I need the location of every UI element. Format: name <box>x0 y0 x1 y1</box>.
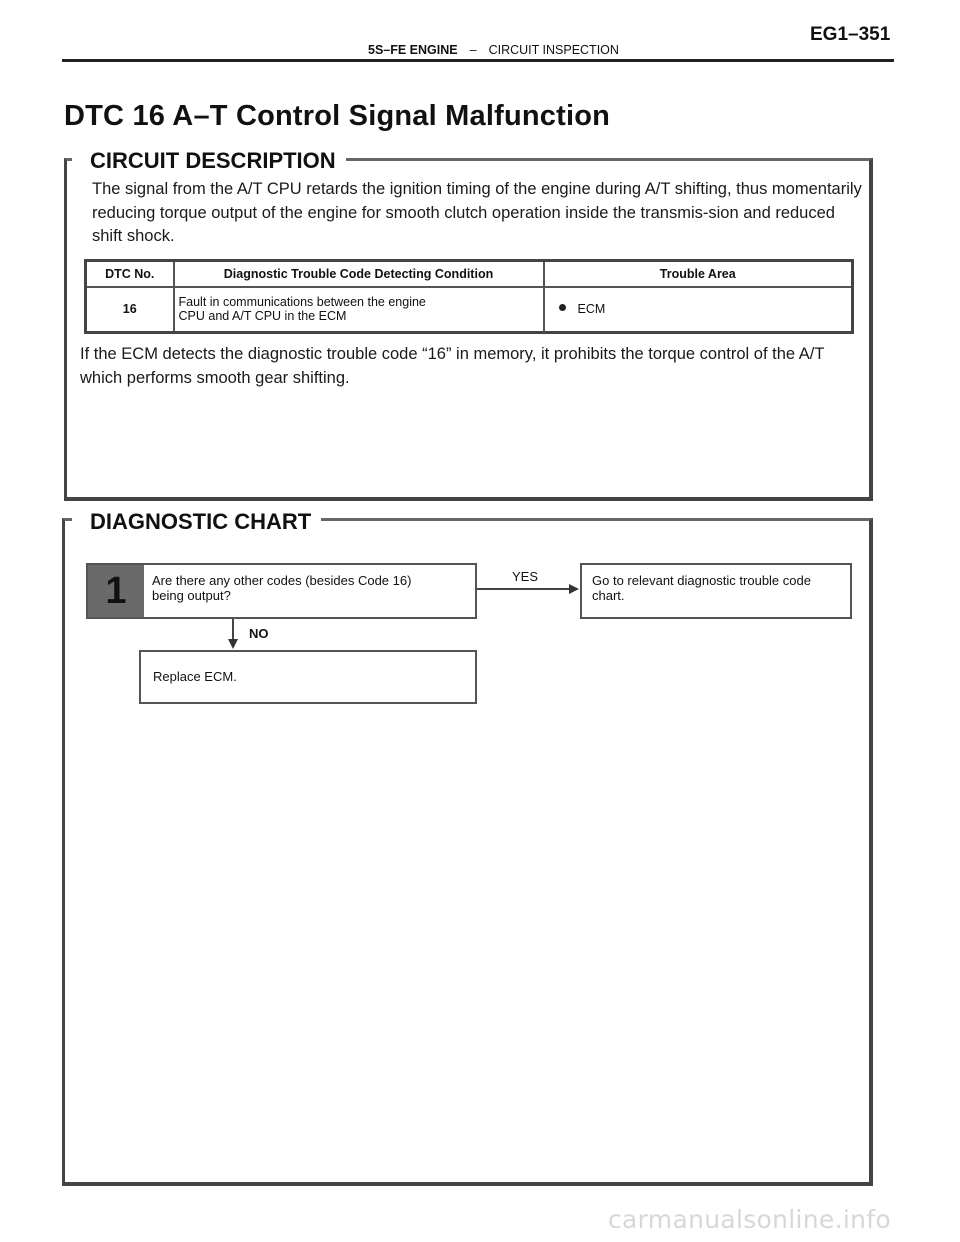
section-separator: – <box>469 43 477 57</box>
circuit-description-heading: CIRCUIT DESCRIPTION <box>72 148 346 174</box>
header-rule <box>62 59 894 62</box>
condition-cell <box>174 287 544 333</box>
step-number: 1 <box>88 565 144 617</box>
table-row <box>86 287 853 333</box>
condition-line-2: CPU and A/T CPU in the ECM <box>178 309 347 324</box>
step-1-box <box>86 563 477 619</box>
page-number: EG1–351 <box>810 24 891 45</box>
step-question-line-2: being output? <box>152 588 231 603</box>
page-title: DTC 16 A–T Control Signal Malfunction <box>64 100 611 132</box>
dtc-no-header: DTC No. <box>86 261 174 287</box>
condition-line-1: Fault in communications between the engine <box>178 295 426 310</box>
trouble-area-header: Trouble Area <box>544 261 853 287</box>
yes-action-line-1: Go to relevant diagnostic trouble code <box>592 573 811 588</box>
dtc-no-cell: 16 <box>86 287 174 333</box>
yes-action-box <box>580 563 852 619</box>
section-header <box>368 43 619 57</box>
yes-action-line-2: chart. <box>592 588 625 603</box>
section-subtitle: CIRCUIT INSPECTION <box>488 43 619 57</box>
watermark: carmanualsonline.info <box>608 1205 891 1234</box>
circuit-note: If the ECM detects the diagnostic trouble code “16” in memory, it prohibits the torque control of the A/T which performs smooth gear shifting. <box>80 345 825 387</box>
arrow-right-icon <box>569 584 579 594</box>
dtc-table-header-row <box>86 261 853 287</box>
no-arrow-line <box>232 619 234 641</box>
condition-header: Diagnostic Trouble Code Detecting Condition <box>174 261 544 287</box>
no-action-box <box>139 650 477 704</box>
yes-arrow-line <box>477 588 572 590</box>
no-action-text: Replace ECM. <box>153 669 237 684</box>
dtc-table <box>84 259 854 334</box>
step-question <box>152 573 411 603</box>
section-engine: 5S–FE ENGINE <box>368 43 458 57</box>
diagnostic-chart-heading: DIAGNOSTIC CHART <box>72 509 321 535</box>
step-question-line-1: Are there any other codes (besides Code 16) <box>152 573 412 588</box>
yes-label: YES <box>512 569 539 584</box>
trouble-area-value: ECM <box>577 302 606 317</box>
arrow-down-icon <box>228 639 238 649</box>
no-label: NO <box>249 626 269 641</box>
circuit-description-text: The signal from the A/T CPU retards the ignition timing of the engine during A/T shifting, thus momentarily reducing torque output of the engine for smooth clutch operation inside the transmis-sion and reduced shift shock. <box>92 180 862 245</box>
trouble-area-cell <box>544 287 853 333</box>
bullet-icon <box>559 304 566 311</box>
